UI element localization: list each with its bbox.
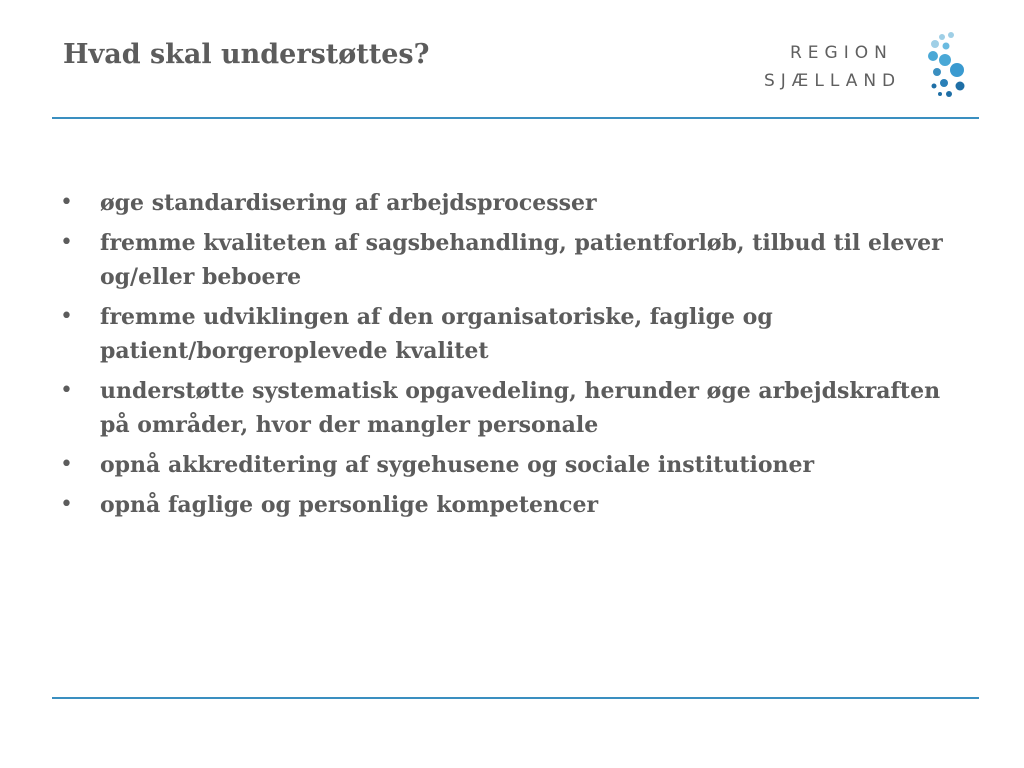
logo-text-sjaelland: SJÆLLAND — [764, 71, 902, 91]
footer-divider — [52, 697, 979, 699]
bullet-list — [60, 186, 970, 528]
bullet-marker: • — [60, 378, 73, 403]
bullet-item — [60, 448, 970, 482]
slide-title: Hvad skal understøttes? — [63, 39, 430, 70]
bullet-marker: • — [60, 304, 73, 329]
bullet-text: opnå akkreditering af sygehusene og sociale institutioner — [100, 452, 815, 478]
bullet-text: fremme udviklingen af den organisatoriske, faglige og patient/borgeroplevede kvalitet — [100, 304, 773, 364]
bullet-text: opnå faglige og personlige kompetencer — [100, 492, 599, 518]
bullet-text: understøtte systematisk opgavedeling, herunder øge arbejdskraften på områder, hvor der mangler personale — [100, 378, 941, 438]
bullet-item — [60, 374, 970, 442]
bullet-marker: • — [60, 492, 73, 517]
bullet-marker: • — [60, 452, 73, 477]
header-divider — [52, 117, 979, 119]
bullet-marker: • — [60, 190, 73, 215]
bullet-text: øge standardisering af arbejdsprocesser — [100, 190, 597, 216]
bullet-item — [60, 300, 970, 368]
bullet-item — [60, 488, 970, 522]
bullet-text: fremme kvaliteten af sagsbehandling, patientforløb, tilbud til elever og/eller beboere — [100, 230, 943, 290]
dot-cluster-icon — [922, 28, 980, 104]
bullet-item — [60, 226, 970, 294]
logo-text-region: REGION — [790, 43, 893, 63]
bullet-item — [60, 186, 970, 220]
bullet-marker: • — [60, 230, 73, 255]
region-sjaelland-logo — [760, 28, 980, 104]
